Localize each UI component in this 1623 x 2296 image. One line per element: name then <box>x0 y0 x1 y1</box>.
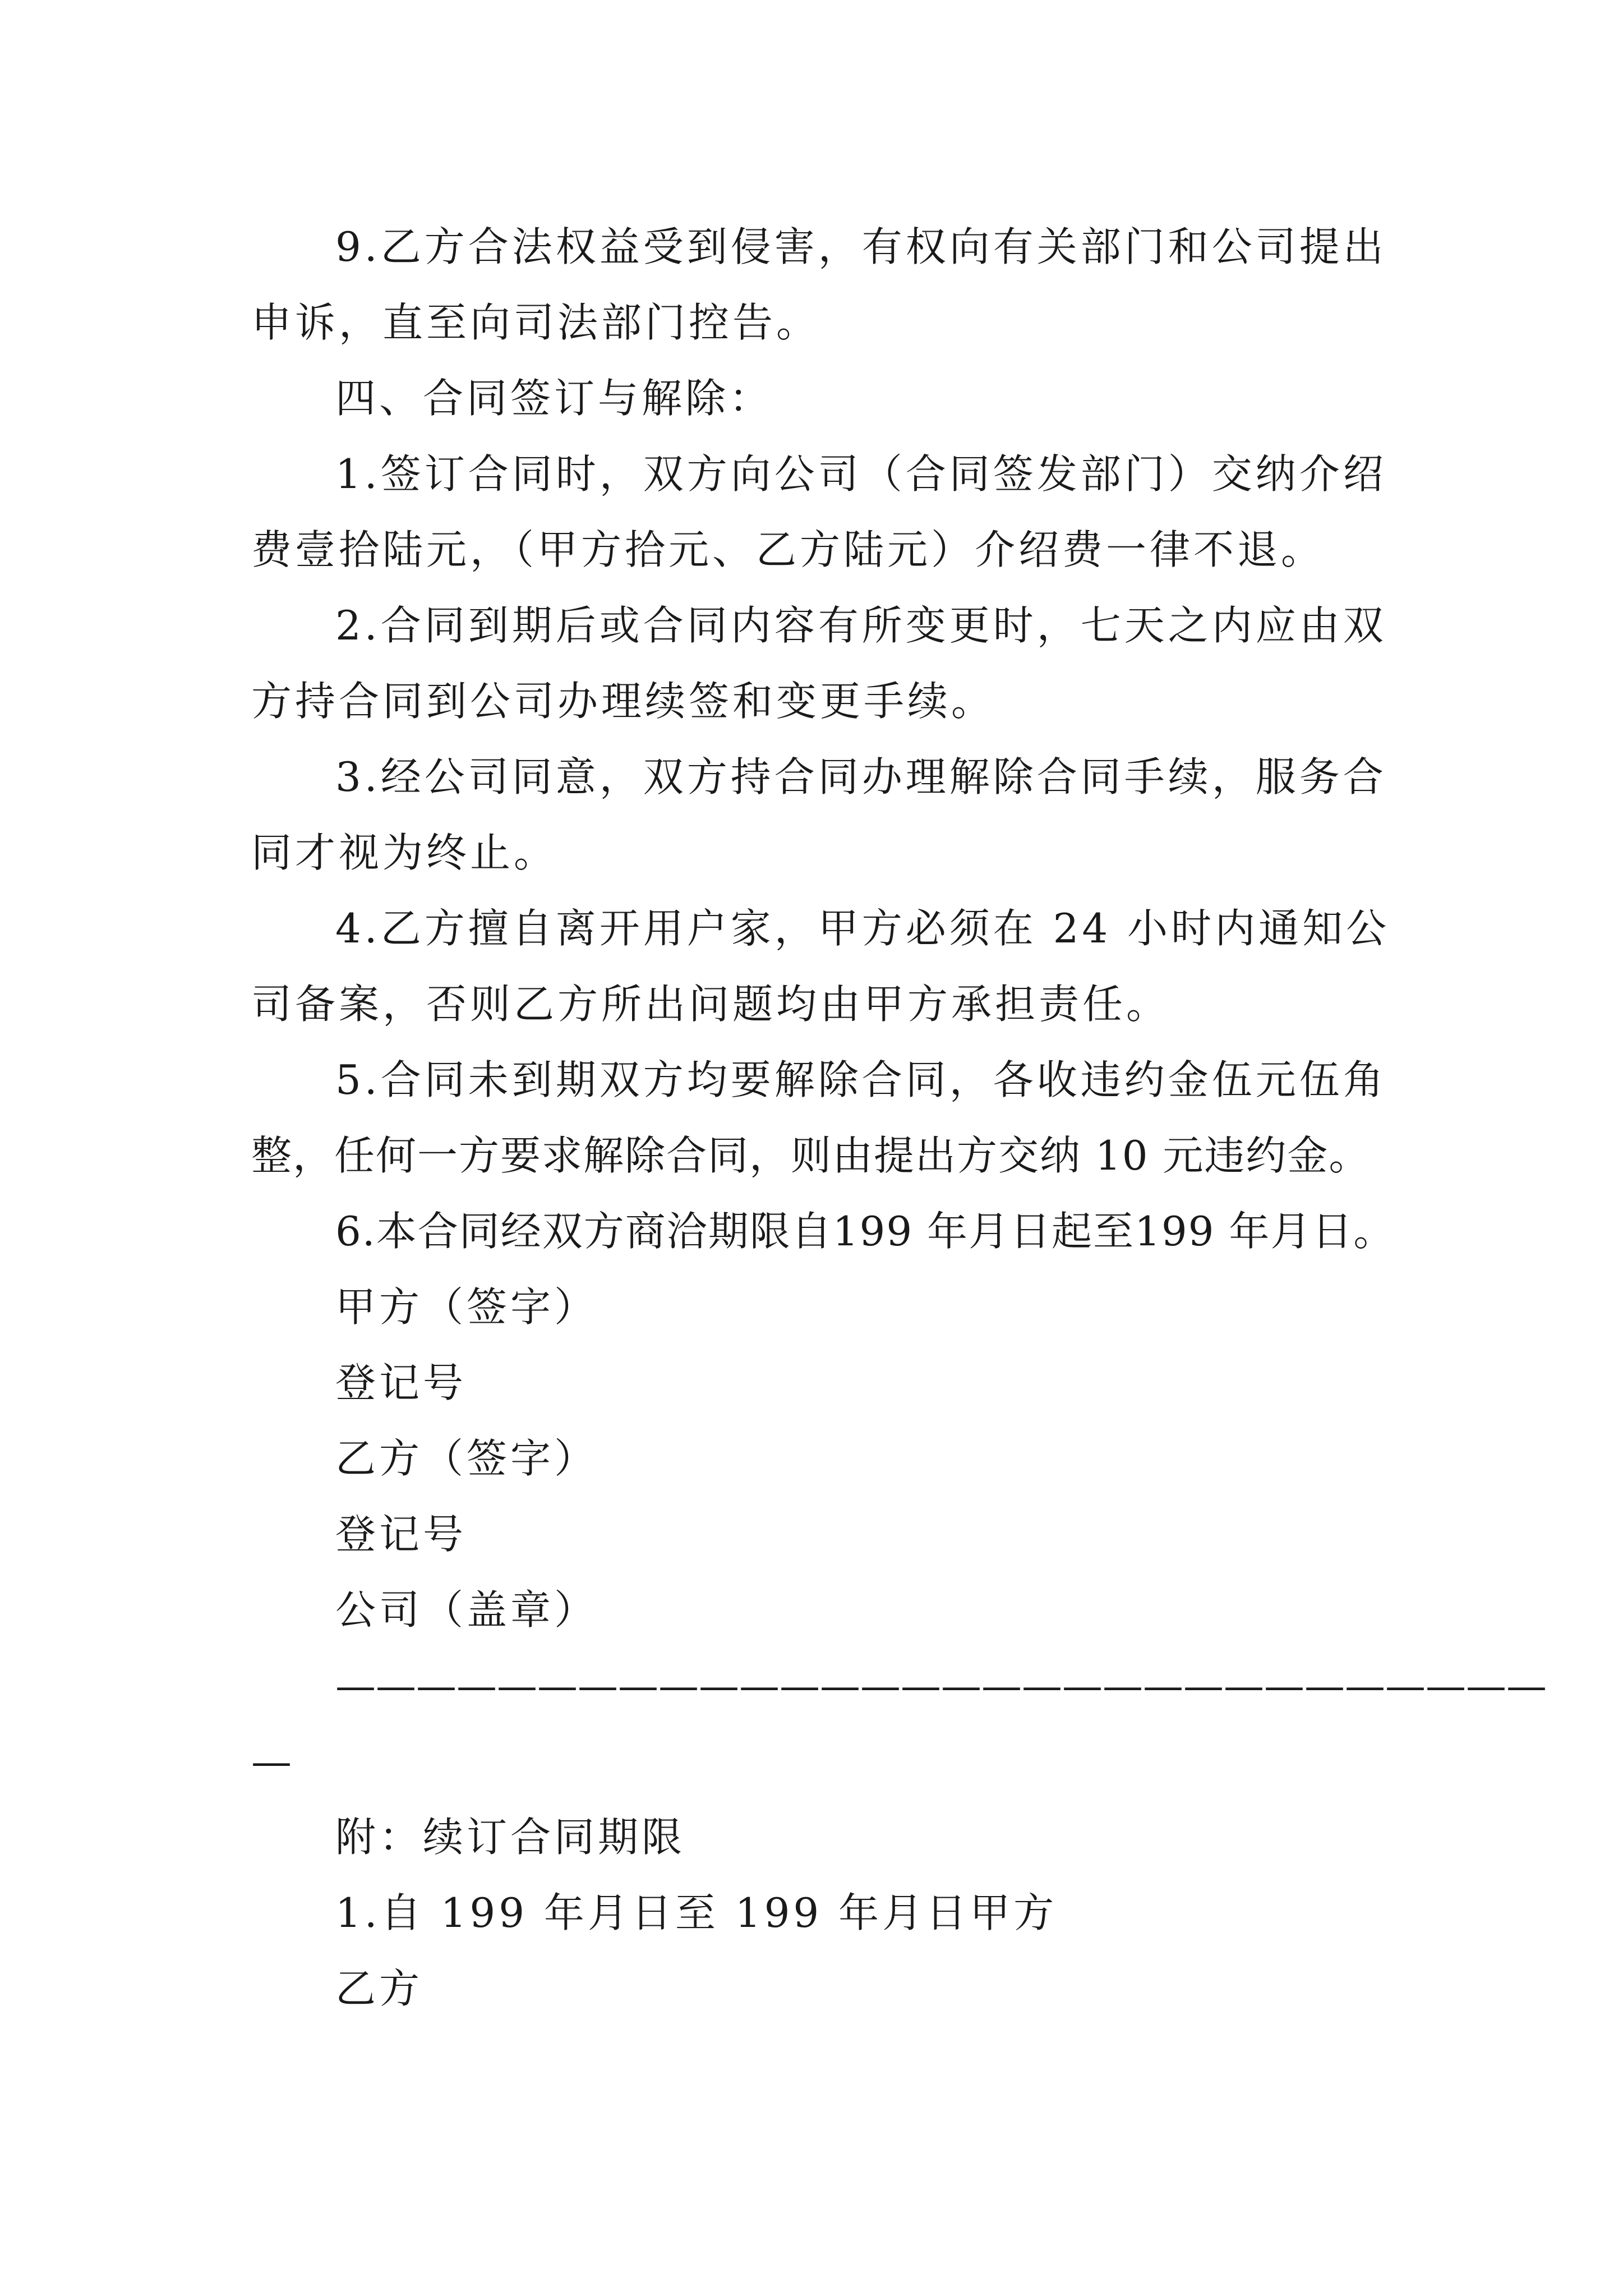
section-4-heading: 四、合同签订与解除： <box>335 375 773 422</box>
clause-4-3-line-1: 3.经公司同意，双方持合同办理解除合同手续，服务合 <box>335 753 1387 800</box>
clause-3-9-line-1: 9.乙方合法权益受到侵害，有权向有关部门和公司提出 <box>335 223 1387 270</box>
clause-4-2-line-1: 2.合同到期后或合同内容有所变更时，七天之内应由双 <box>335 602 1387 649</box>
party-a-signature-label: 甲方（签字） <box>335 1283 598 1331</box>
separator-dash-tail: — <box>251 1738 292 1785</box>
clause-4-1-line-2: 费壹拾陆元，（甲方拾元、乙方陆元）介绍费一律不退。 <box>251 526 1325 573</box>
clause-4-2-line-2: 方持合同到公司办理续签和变更手续。 <box>251 678 995 725</box>
appendix-party-b-label: 乙方 <box>335 1965 423 2012</box>
clause-4-6-line: 6.本合同经双方商洽期限自199 年月日起至199 年月日。 <box>335 1208 1395 1255</box>
separator-dashes: —————————————————————————————— <box>335 1662 1547 1709</box>
appendix-heading: 附：续订合同期限 <box>335 1814 686 1861</box>
appendix-item-1: 1.自 199 年月日至 199 年月日甲方 <box>335 1889 1058 1936</box>
clause-4-5-line-2: 整，任何一方要求解除合同，则由提出方交纳 10 元违约金。 <box>251 1132 1371 1179</box>
clause-4-4-line-2: 司备案，否则乙方所出问题均由甲方承担责任。 <box>251 981 1170 1028</box>
clause-4-4-line-1: 4.乙方擅自离开用户家，甲方必须在 24 小时内通知公 <box>335 905 1390 952</box>
clause-3-9-line-2: 申诉，直至向司法部门控告。 <box>251 299 820 346</box>
company-seal-label: 公司（盖章） <box>335 1586 598 1634</box>
clause-4-3-line-2: 同才视为终止。 <box>251 829 558 876</box>
party-a-registration-label: 登记号 <box>335 1359 467 1406</box>
clause-4-1-line-1: 1.签订合同时，双方向公司（合同签发部门）交纳介绍 <box>335 450 1387 498</box>
party-b-signature-label: 乙方（签字） <box>335 1435 598 1482</box>
party-b-registration-label: 登记号 <box>335 1511 467 1558</box>
clause-4-5-line-1: 5.合同未到期双方均要解除合同，各收违约金伍元伍角 <box>335 1056 1387 1103</box>
